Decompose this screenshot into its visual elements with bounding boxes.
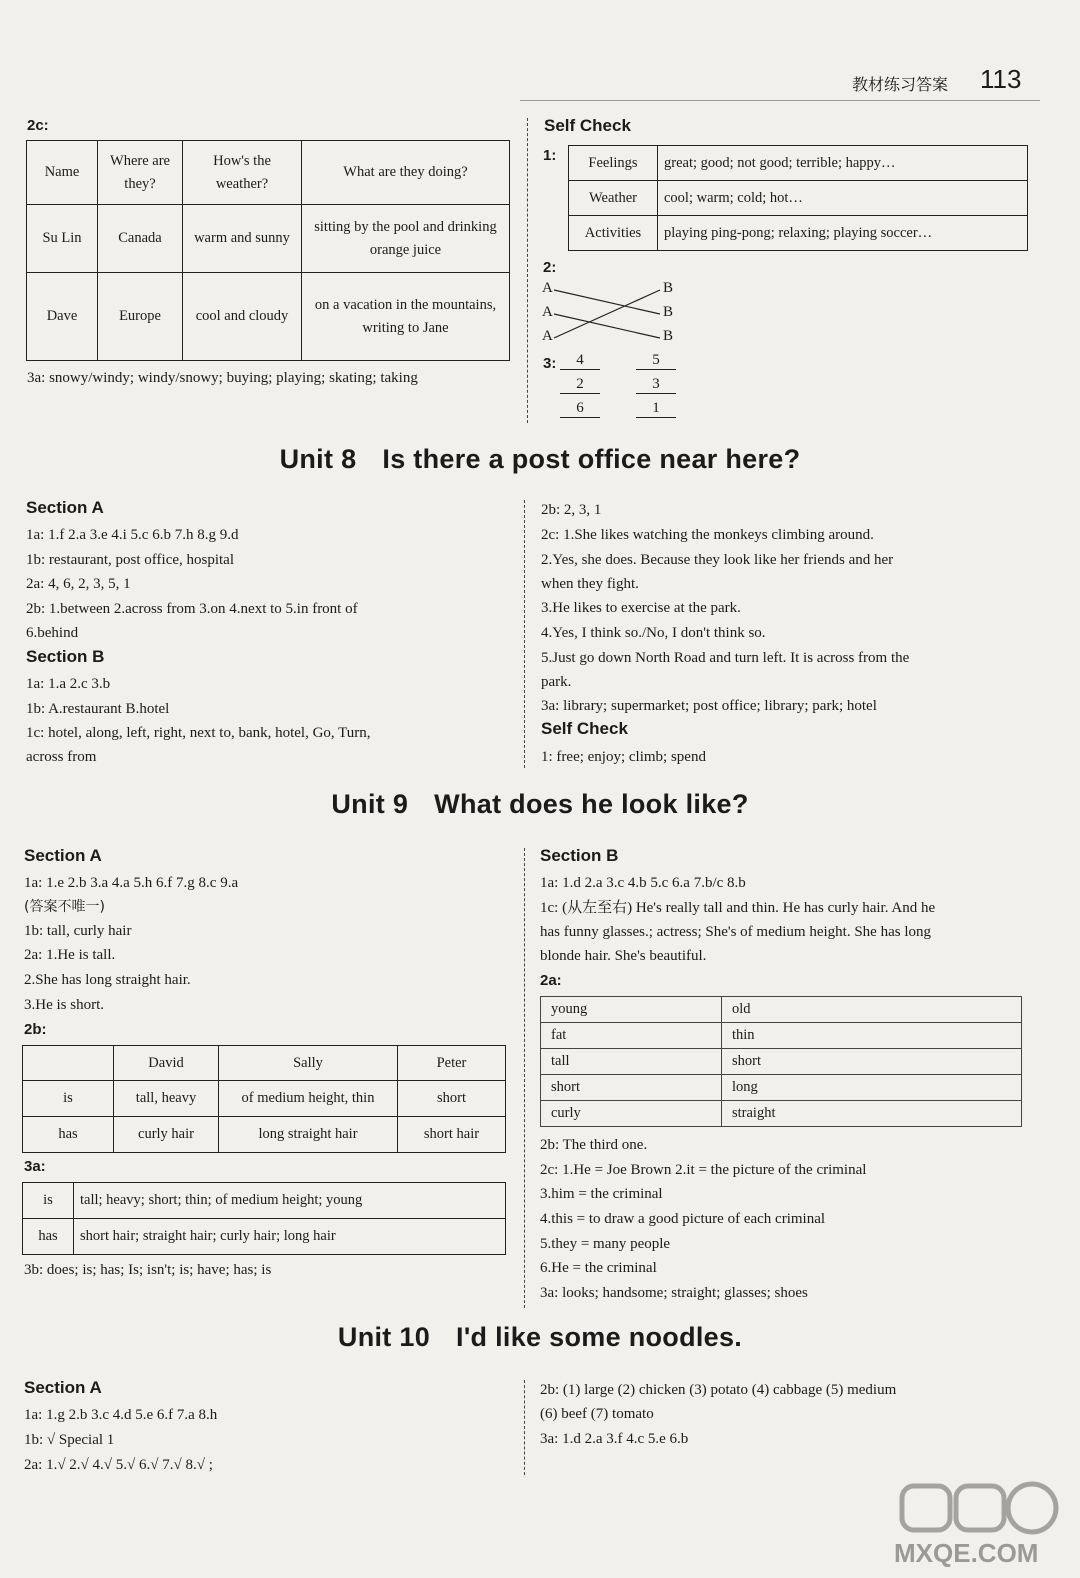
answer-line: 2c: 1.She likes watching the monkeys climbing around. — [541, 527, 874, 543]
label-2c: 2c: — [27, 117, 49, 134]
table-2b-cell: is — [23, 1081, 114, 1117]
sc-row-label: Activities — [569, 216, 658, 251]
table-2c — [26, 140, 510, 361]
table-2c-header: Where are they? — [98, 141, 183, 205]
table-2c-cell: sitting by the pool and drinking orange juice — [302, 205, 510, 273]
answer-line: 4.Yes, I think so./No, I don't think so. — [541, 625, 766, 641]
header-title: 教材练习答案 — [852, 75, 949, 94]
sc-row-value: cool; warm; cold; hot… — [658, 181, 1028, 216]
unit-number: Unit 9 — [331, 789, 409, 819]
answer-line: 2a: 4, 6, 2, 3, 5, 1 — [26, 576, 131, 592]
table-2c-header: Name — [27, 141, 98, 205]
answer-line: 1c: (从左至右) He's really tall and thin. He has curly hair. And he — [540, 900, 936, 916]
self-check-1-label: 1: — [543, 147, 557, 164]
answer-line: blonde hair. She's beautiful. — [540, 948, 707, 964]
match-left-a: A — [542, 328, 553, 344]
match-left-a: A — [542, 304, 553, 320]
order-left: 4 — [560, 352, 600, 370]
table-2b-cell: of medium height, thin — [219, 1081, 398, 1117]
table-2a-cell: thin — [722, 1023, 1022, 1049]
unit-number: Unit 8 — [279, 444, 357, 474]
table-2c-cell: Europe — [98, 273, 183, 361]
ordering-answers — [560, 352, 690, 424]
answer-line: 3.him = the criminal — [540, 1186, 663, 1202]
match-right-b: B — [663, 304, 674, 320]
table-2a-cell: old — [722, 997, 1022, 1023]
column-divider — [524, 848, 525, 1308]
section-a-title: Section A — [24, 846, 102, 865]
match-right-b: B — [663, 328, 674, 344]
answer-line: across from — [26, 749, 97, 765]
table-2a-cell: tall — [541, 1049, 722, 1075]
self-check-2-label: 2: — [543, 259, 557, 276]
self-check-table — [568, 145, 1028, 251]
answer-logo-icon — [880, 1480, 1070, 1540]
answer-line: 3b: does; is; has; Is; isn't; is; have; has; is — [24, 1262, 272, 1278]
table-2a — [540, 996, 1022, 1127]
table-2a-cell: straight — [722, 1101, 1022, 1127]
match-right-b: B — [663, 280, 674, 296]
answer-line: 5.Just go down North Road and turn left. It is across from the — [541, 650, 910, 666]
table-2a-cell: fat — [541, 1023, 722, 1049]
self-check-title: Self Check — [544, 116, 631, 135]
page-number: 113 — [980, 64, 1022, 94]
answer-line: 3a: library; supermarket; post office; library; park; hotel — [541, 698, 877, 714]
column-divider — [524, 500, 525, 768]
answer-line: 3.He is short. — [24, 997, 104, 1013]
table-2b-cell: short hair — [398, 1117, 506, 1153]
header-rule — [520, 100, 1040, 101]
table-2c-header: What are they doing? — [302, 141, 510, 205]
self-check-title: Self Check — [541, 719, 628, 738]
column-divider — [524, 1380, 525, 1475]
answer-line: 1b: √ Special 1 — [24, 1432, 115, 1448]
answer-line: has funny glasses.; actress; She's of medium height. She has long — [540, 924, 931, 940]
section-b-title: Section B — [26, 647, 105, 666]
line-3a: 3a: snowy/windy; windy/snowy; buying; playing; skating; taking — [27, 370, 418, 386]
answer-line: 3a: looks; handsome; straight; glasses; shoes — [540, 1285, 808, 1301]
table-2c-cell: Canada — [98, 205, 183, 273]
unit-title: What does he look like? — [434, 789, 749, 819]
answer-line: 3a: 1.d 2.a 3.f 4.c 5.e 6.b — [540, 1431, 689, 1447]
table-2a-cell: long — [722, 1075, 1022, 1101]
section-a-title: Section A — [24, 1378, 102, 1397]
section-b-title: Section B — [540, 846, 619, 865]
column-divider — [527, 118, 528, 423]
table-2c-cell: Dave — [27, 273, 98, 361]
table-3a — [22, 1182, 506, 1255]
label-2b: 2b: — [24, 1021, 47, 1038]
table-3a-value: short hair; straight hair; curly hair; long hair — [74, 1219, 506, 1255]
table-2b — [22, 1045, 506, 1153]
answer-line: 1b: tall, curly hair — [24, 923, 132, 939]
answer-line: 2b: 2, 3, 1 — [541, 502, 602, 518]
answer-line: 2b: The third one. — [540, 1137, 648, 1153]
table-2b-cell: tall, heavy — [114, 1081, 219, 1117]
sc-row-value: great; good; not good; terrible; happy… — [658, 146, 1028, 181]
answer-line: 2b: (1) large (2) chicken (3) potato (4) cabbage (5) medium — [540, 1382, 897, 1398]
answer-line: 3.He likes to exercise at the park. — [541, 600, 741, 616]
answer-line: 1b: restaurant, post office, hospital — [26, 552, 235, 568]
table-2a-cell: short — [722, 1049, 1022, 1075]
answer-line: (答案不唯一) — [24, 899, 105, 915]
table-2b-cell: curly hair — [114, 1117, 219, 1153]
answer-line: 2.Yes, she does. Because they look like her friends and her — [541, 552, 894, 568]
match-left-a: A — [542, 280, 553, 296]
table-2b-cell: long straight hair — [219, 1117, 398, 1153]
page-header — [840, 64, 1040, 98]
answer-line: 4.this = to draw a good picture of each criminal — [540, 1211, 826, 1227]
section-a-title: Section A — [26, 498, 104, 517]
answer-line: 1a: 1.g 2.b 3.c 4.d 5.e 6.f 7.a 8.h — [24, 1407, 218, 1423]
sc-row-label: Weather — [569, 181, 658, 216]
table-2c-cell: Su Lin — [27, 205, 98, 273]
answer-line: park. — [541, 674, 572, 690]
self-check-3-label: 3: — [543, 355, 557, 372]
unit-10-heading — [0, 1322, 1080, 1353]
table-2c-header: How's the weather? — [183, 141, 302, 205]
answer-line: 1a: 1.a 2.c 3.b — [26, 676, 111, 692]
watermark-text: MXQE.COM — [894, 1538, 1039, 1568]
table-2b-cell: has — [23, 1117, 114, 1153]
unit-9-heading — [0, 789, 1080, 820]
sc-row-value: playing ping-pong; relaxing; playing soccer… — [658, 216, 1028, 251]
table-2c-cell: on a vacation in the mountains, writing to Jane — [302, 273, 510, 361]
watermark-logo — [880, 1480, 1070, 1570]
answer-line: 2c: 1.He = Joe Brown 2.it = the picture of the criminal — [540, 1162, 867, 1178]
table-2c-cell: cool and cloudy — [183, 273, 302, 361]
sc-row-label: Feelings — [569, 146, 658, 181]
order-right: 5 — [636, 352, 676, 370]
answer-line: 1a: 1.e 2.b 3.a 4.a 5.h 6.f 7.g 8.c 9.a — [24, 875, 239, 891]
answer-line: 1c: hotel, along, left, right, next to, bank, hotel, Go, Turn, — [26, 725, 371, 741]
matching-lines — [540, 280, 690, 350]
table-2a-cell: young — [541, 997, 722, 1023]
order-left: 6 — [560, 400, 600, 418]
table-2a-cell: curly — [541, 1101, 722, 1127]
answer-line: 6.He = the criminal — [540, 1260, 657, 1276]
table-3a-label: has — [23, 1219, 74, 1255]
answer-line: 5.they = many people — [540, 1236, 671, 1252]
answer-line: 2b: 1.between 2.across from 3.on 4.next to 5.in front of — [26, 601, 358, 617]
answer-line: (6) beef (7) tomato — [540, 1406, 654, 1422]
order-right: 3 — [636, 376, 676, 394]
table-2b-header: David — [114, 1046, 219, 1081]
order-left: 2 — [560, 376, 600, 394]
answer-line: 2.She has long straight hair. — [24, 972, 191, 988]
table-2a-cell: short — [541, 1075, 722, 1101]
answer-line: 6.behind — [26, 625, 79, 641]
answer-line: when they fight. — [541, 576, 639, 592]
unit-number: Unit 10 — [337, 1322, 431, 1352]
matching-diagram — [540, 280, 690, 350]
answer-line: 1: free; enjoy; climb; spend — [541, 749, 706, 765]
answer-line: 1a: 1.f 2.a 3.e 4.i 5.c 6.b 7.h 8.g 9.d — [26, 527, 239, 543]
answer-line: 2a: 1.He is tall. — [24, 947, 116, 963]
table-3a-value: tall; heavy; short; thin; of medium height; young — [74, 1183, 506, 1219]
label-2a: 2a: — [540, 972, 562, 989]
answer-line: 2a: 1.√ 2.√ 4.√ 5.√ 6.√ 7.√ 8.√ ; — [24, 1457, 213, 1473]
label-3a: 3a: — [24, 1158, 46, 1175]
table-2b-header: Sally — [219, 1046, 398, 1081]
table-2b-header — [23, 1046, 114, 1081]
order-right: 1 — [636, 400, 676, 418]
answer-line: 1a: 1.d 2.a 3.c 4.b 5.c 6.a 7.b/c 8.b — [540, 875, 746, 891]
unit-8-heading — [0, 444, 1080, 475]
table-2b-header: Peter — [398, 1046, 506, 1081]
table-2c-cell: warm and sunny — [183, 205, 302, 273]
table-2b-cell: short — [398, 1081, 506, 1117]
table-3a-label: is — [23, 1183, 74, 1219]
unit-title: Is there a post office near here? — [382, 444, 801, 474]
answer-line: 1b: A.restaurant B.hotel — [26, 701, 170, 717]
unit-title: I'd like some noodles. — [456, 1322, 743, 1352]
